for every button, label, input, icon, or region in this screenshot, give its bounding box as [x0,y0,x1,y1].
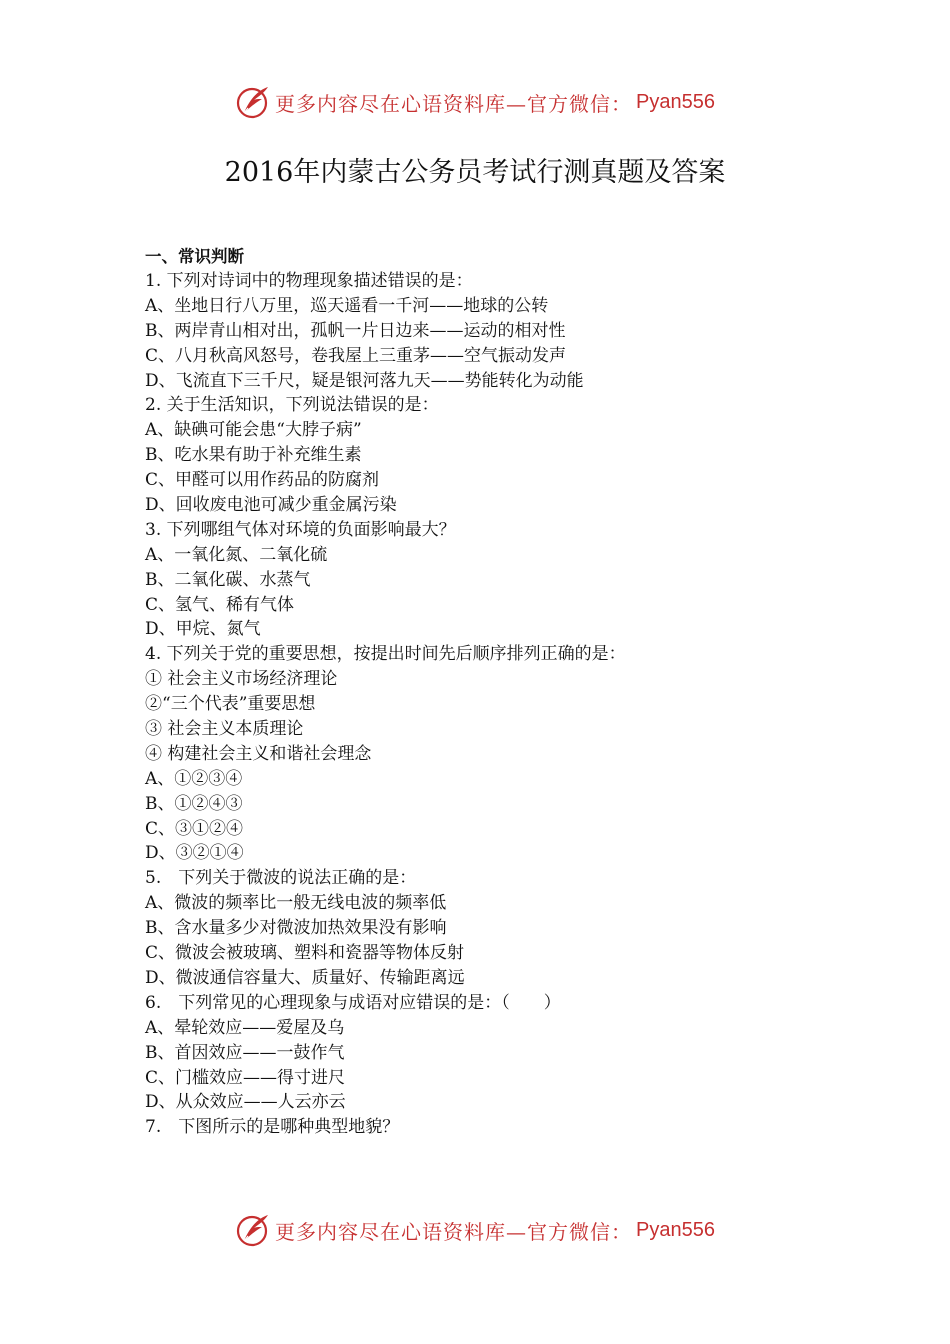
question-2: 2. 关于生活知识，下列说法错误的是： [145,395,439,416]
option-line: C、甲醛可以用作药品的防腐剂 [145,470,380,491]
quill-logo-icon [235,1212,271,1248]
statement-line: ① 社会主义市场经济理论 [145,669,338,690]
option-line: B、两岸青山相对出，孤帆一片日边来——运动的相对性 [145,320,566,341]
option-line: B、二氧化碳、水蒸气 [145,569,311,590]
question-1: 1. 下列对诗词中的物理现象描述错误的是： [145,271,473,291]
option-line: B、含水量多少对微波加热效果没有影响 [145,918,447,939]
question-4: 4. 下列关于党的重要思想，按提出时间先后顺序排列正确的是： [145,644,626,665]
option-line: C、门槛效应——得寸进尺 [145,1067,346,1088]
option-line: A、缺碘可能会患“大脖子病” [145,420,362,441]
option-line: D、从众效应——人云亦云 [145,1092,346,1113]
statement-line: ②“三个代表”重要思想 [145,694,316,715]
quill-logo-icon [235,84,271,120]
section-heading: 一、常识判断 [145,247,244,266]
option-line: D、③②①④ [145,843,244,864]
header-watermark [0,80,950,124]
option-line: C、微波会被玻璃、塑料和瓷器等物体反射 [145,943,465,964]
option-line: A、微波的频率比一般无线电波的频率低 [145,893,447,914]
question-3: 3. 下列哪组气体对环境的负面影响最大？ [145,519,456,540]
option-line: D、微波通信容量大、质量好、传输距离远 [145,967,465,988]
option-line: B、①②④③ [145,793,243,814]
option-line: A、坐地日行八万里，巡天遥看一千河——地球的公转 [145,295,549,316]
document-title: 2016年内蒙古公务员考试行测真题及答案 [224,157,726,188]
option-line: D、甲烷、氮气 [145,619,261,640]
statement-line: ③ 社会主义本质理论 [145,719,304,740]
question-5: 5. 下列关于微波的说法正确的是： [145,868,417,889]
question-6: 6. 下列常见的心理现象与成语对应错误的是：（ ） [145,992,561,1013]
option-line: D、回收废电池可减少重金属污染 [145,495,397,516]
option-line: B、首因效应——一鼓作气 [145,1042,345,1063]
option-line: C、氢气、稀有气体 [145,594,295,615]
statement-line: ④ 构建社会主义和谐社会理念 [145,743,372,764]
option-line: A、晕轮效应——爱屋及乌 [145,1017,345,1038]
question-7: 7. 下图所示的是哪种典型地貌？ [145,1117,400,1138]
watermark-wechat-id: Pyan556 [636,1218,715,1241]
watermark-text: 更多内容尽在心语资料库—官方微信： [275,1219,633,1244]
option-line: C、八月秋高风怒号，卷我屋上三重茅——空气振动发声 [145,345,567,366]
watermark-wechat-id: Pyan556 [636,90,715,113]
footer-watermark [0,1208,950,1252]
watermark-text: 更多内容尽在心语资料库—官方微信： [275,91,633,116]
document-body [145,244,845,1140]
option-line: A、①②③④ [145,768,243,789]
option-line: B、吃水果有助于补充维生素 [145,445,362,466]
option-line: A、一氧化氮、二氧化硫 [145,544,328,565]
option-line: C、③①②④ [145,818,244,839]
option-line: D、飞流直下三千尺，疑是银河落九天——势能转化为动能 [145,370,584,391]
